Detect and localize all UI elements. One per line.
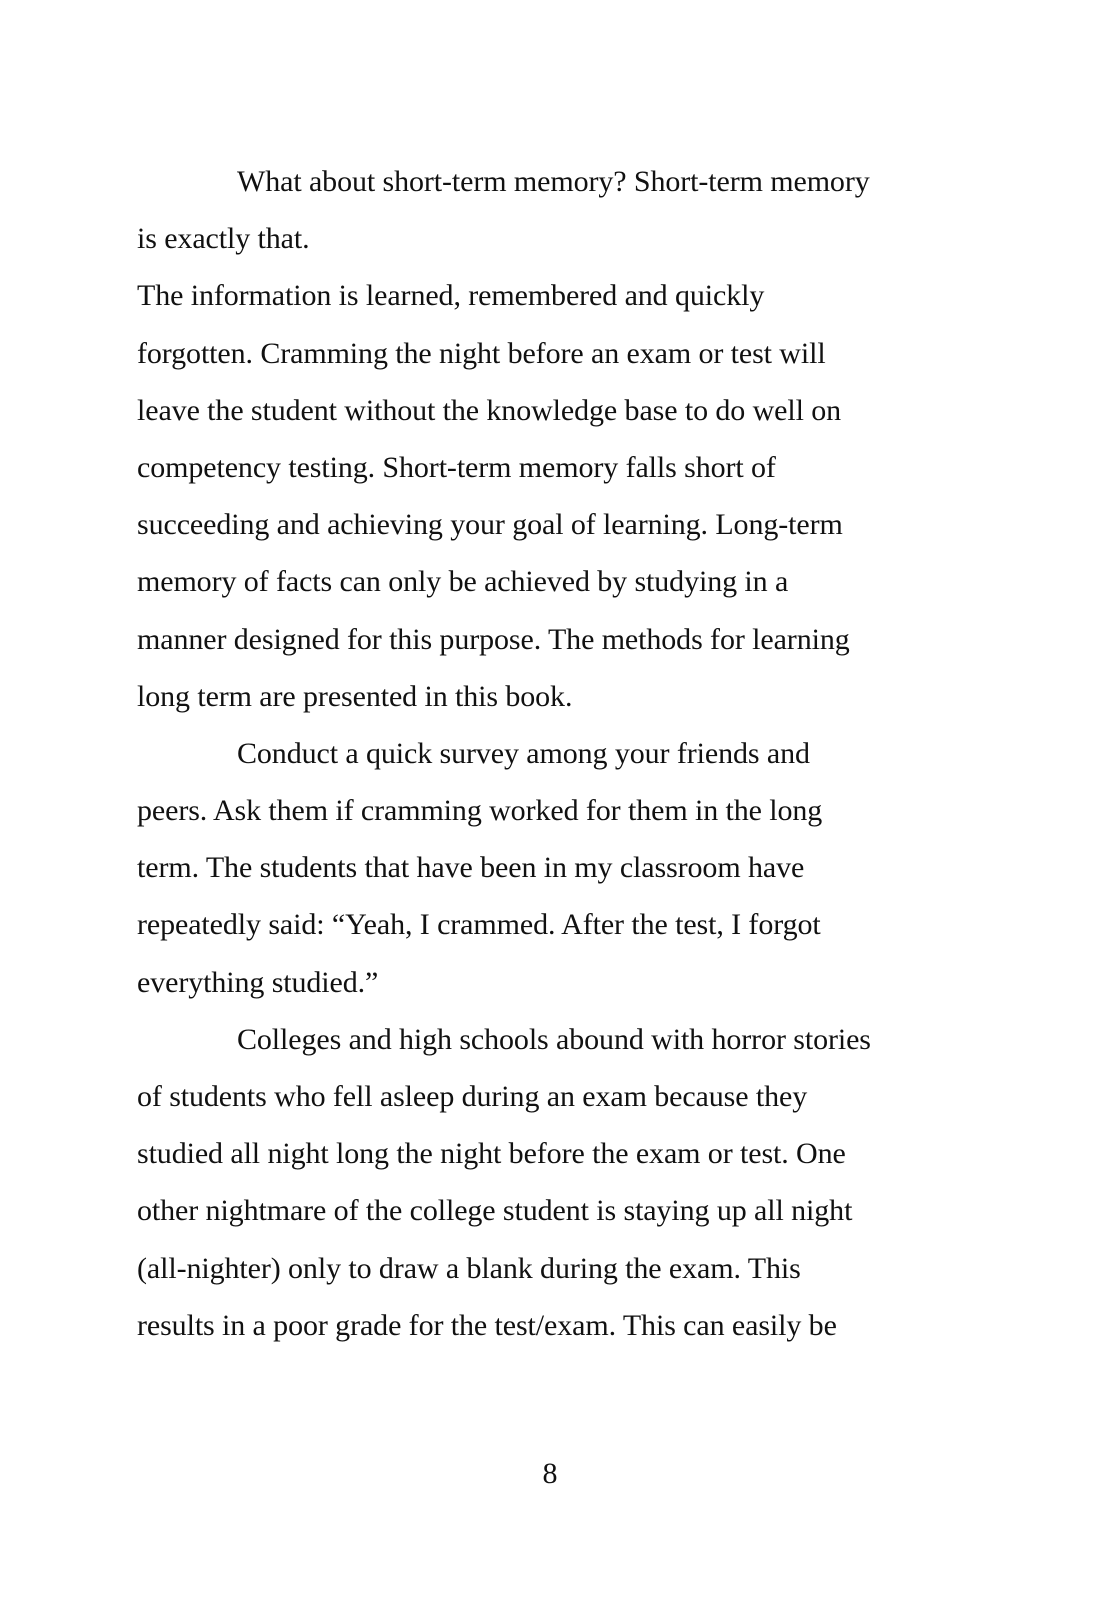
text-line: term. The students that have been in my classroom have (137, 851, 805, 885)
text-line: forgotten. Cramming the night before an exam or test will (137, 336, 826, 370)
text-line: everything studied.” (137, 965, 379, 999)
text-line: results in a poor grade for the test/exam. This can easily be (137, 1308, 837, 1342)
text-line: repeatedly said: “Yeah, I crammed. After the test, I forgot (137, 908, 821, 942)
text-line: leave the student without the knowledge base to do well on (137, 393, 842, 427)
text-line: succeeding and achieving your goal of learning. Long-term (137, 508, 843, 542)
text-line: studied all night long the night before the exam or test. One (137, 1137, 846, 1171)
text-line: The information is learned, remembered and quickly (137, 279, 765, 313)
body-text (137, 153, 957, 1354)
text-line: of students who fell asleep during an exam because they (137, 1080, 808, 1113)
text-line: manner designed for this purpose. The methods for learning (137, 622, 850, 656)
text-line: other nightmare of the college student is staying up all night (137, 1194, 853, 1228)
page-number: 8 (542, 1457, 558, 1490)
text-line: long term are presented in this book. (137, 679, 573, 713)
text-line: is exactly that. (137, 222, 310, 256)
text-line: What about short-term memory? Short-term memory (237, 165, 870, 198)
text-line: (all-nighter) only to draw a blank during the exam. This (137, 1251, 801, 1285)
text-line: memory of facts can only be achieved by studying in a (137, 565, 789, 599)
text-line: competency testing. Short-term memory falls short of (137, 450, 776, 484)
text-line: Conduct a quick survey among your friends and (237, 736, 810, 770)
text-line: Colleges and high schools abound with horror stories (237, 1022, 871, 1056)
text-line: peers. Ask them if cramming worked for them in the long (137, 794, 823, 828)
